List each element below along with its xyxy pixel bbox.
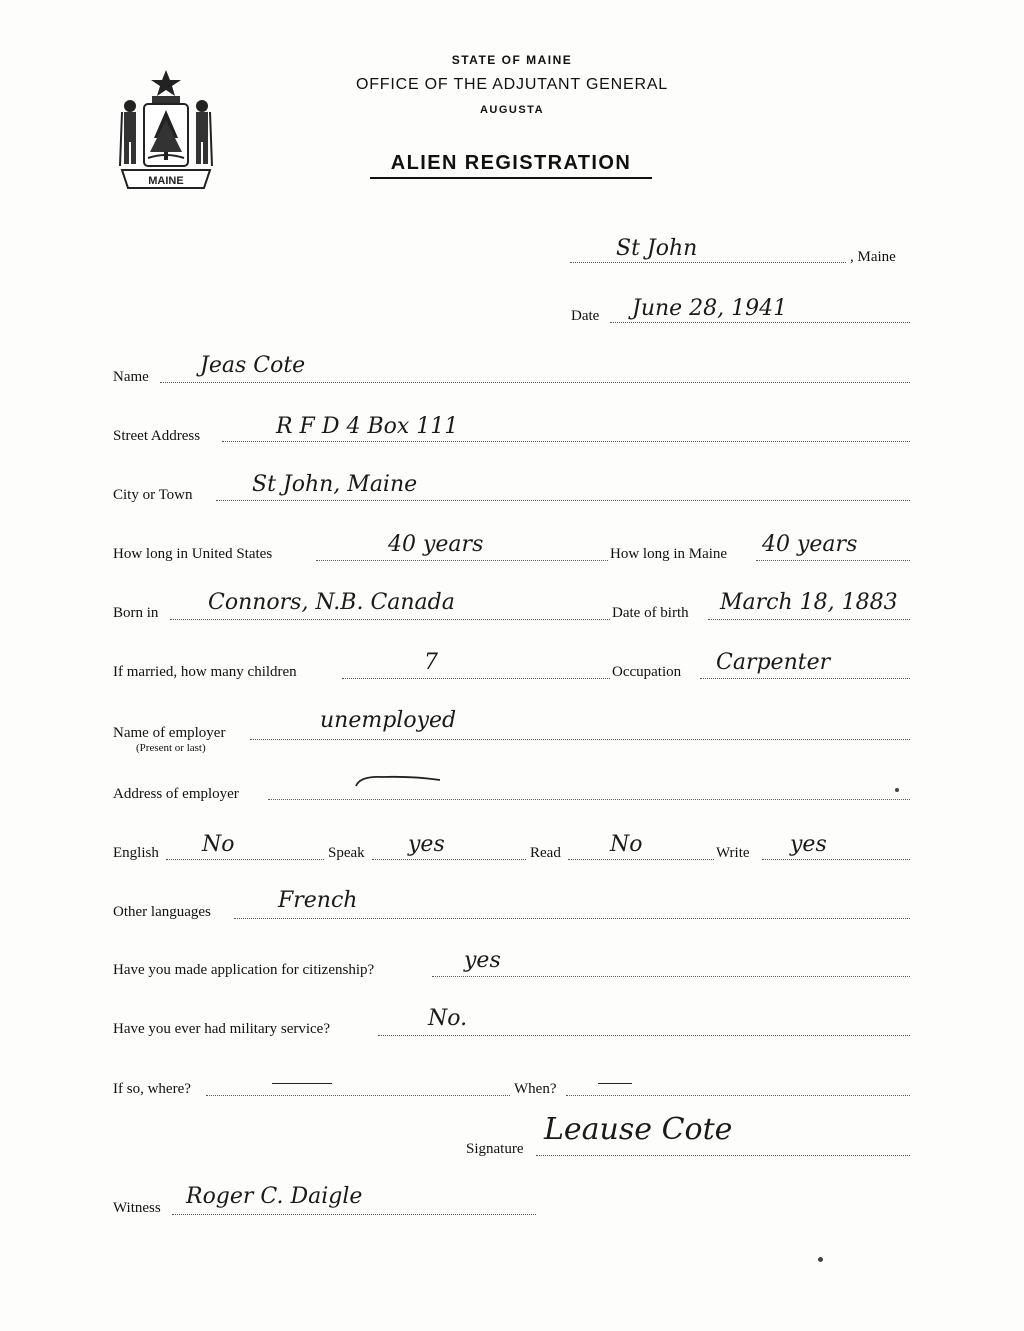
military-entry: No. (428, 1006, 468, 1031)
other-languages-entry: French (278, 888, 358, 913)
office-heading: OFFICE OF THE ADJUTANT GENERAL (355, 76, 669, 93)
other-languages-label: Other languages (113, 904, 211, 920)
signature-line (536, 1155, 910, 1156)
date-entry: June 28, 1941 (632, 296, 788, 321)
other-languages-line (234, 918, 910, 919)
witness-line (172, 1214, 536, 1215)
read-entry: No (610, 832, 643, 857)
if-so-where-label: If so, where? (113, 1081, 191, 1097)
employer-address-dash-mark (352, 770, 444, 792)
citizenship-label: Have you made application for citizenship? (113, 962, 375, 978)
state-heading: STATE OF MAINE (451, 53, 573, 67)
date-of-birth-line (708, 619, 910, 620)
write-line (762, 859, 910, 860)
how-long-maine-entry: 40 years (762, 532, 858, 557)
occupation-label: Occupation (612, 664, 682, 680)
if-so-where-line (206, 1095, 510, 1096)
street-address-line (222, 441, 910, 442)
witness-entry: Roger C. Daigle (186, 1184, 363, 1209)
when-line (566, 1095, 910, 1096)
employer-label: Name of employer (113, 725, 226, 741)
born-in-line (170, 619, 610, 620)
paper-speck-lower (818, 1257, 823, 1262)
speak-line (372, 859, 526, 860)
speak-label: Speak (328, 845, 365, 861)
military-label: Have you ever had military service? (113, 1021, 330, 1037)
employer-address-line (268, 799, 910, 800)
seal-banner-text: MAINE (148, 175, 184, 187)
when-dash-mark (598, 1083, 632, 1084)
street-address-label: Street Address (113, 428, 201, 444)
date-of-birth-entry: March 18, 1883 (720, 590, 898, 615)
name-label: Name (113, 369, 149, 385)
born-in-label: Born in (113, 605, 159, 621)
occupation-entry: Carpenter (716, 650, 831, 675)
how-long-maine-line (756, 560, 910, 561)
name-entry: Jeas Cote (200, 353, 306, 378)
how-long-us-entry: 40 years (388, 532, 484, 557)
street-address-entry: R F D 4 Box 111 (276, 414, 459, 439)
signature-entry: Leause Cote (544, 1112, 733, 1147)
paper-speck (895, 788, 899, 792)
date-label: Date (571, 308, 600, 324)
when-label: When? (514, 1081, 557, 1097)
town-entry: St John (616, 236, 698, 261)
how-long-us-label: How long in United States (113, 546, 273, 562)
born-in-entry: Connors, N.B. Canada (208, 590, 455, 615)
form-title: ALIEN REGISTRATION (370, 152, 652, 179)
signature-label: Signature (466, 1141, 524, 1157)
if-so-where-dash-mark (272, 1083, 332, 1084)
occupation-line (700, 678, 910, 679)
read-line (568, 859, 714, 860)
citizenship-entry: yes (464, 948, 501, 973)
children-line (342, 678, 610, 679)
witness-label: Witness (113, 1200, 161, 1216)
employer-address-label: Address of employer (113, 786, 239, 802)
children-entry: 7 (424, 650, 438, 675)
name-line (160, 382, 910, 383)
english-label: English (113, 845, 159, 861)
maine-suffix: , Maine (850, 249, 896, 265)
date-line (610, 322, 910, 323)
read-label: Read (530, 845, 561, 861)
city-line (216, 500, 910, 501)
date-of-birth-label: Date of birth (612, 605, 689, 621)
city-heading: AUGUSTA (479, 104, 545, 116)
write-entry: yes (790, 832, 827, 857)
military-line (378, 1035, 910, 1036)
speak-entry: yes (408, 832, 445, 857)
employer-entry: unemployed (320, 708, 457, 733)
town-line (570, 262, 846, 263)
children-label: If married, how many children (113, 664, 297, 680)
how-long-maine-label: How long in Maine (610, 546, 728, 562)
english-line (166, 859, 324, 860)
how-long-us-line (316, 560, 608, 561)
city-entry: St John, Maine (252, 472, 418, 497)
employer-sublabel: (Present or last) (136, 742, 206, 754)
write-label: Write (716, 845, 750, 861)
city-label: City or Town (113, 487, 193, 503)
english-entry: No (202, 832, 235, 857)
citizenship-line (432, 976, 910, 977)
employer-line (250, 739, 910, 740)
